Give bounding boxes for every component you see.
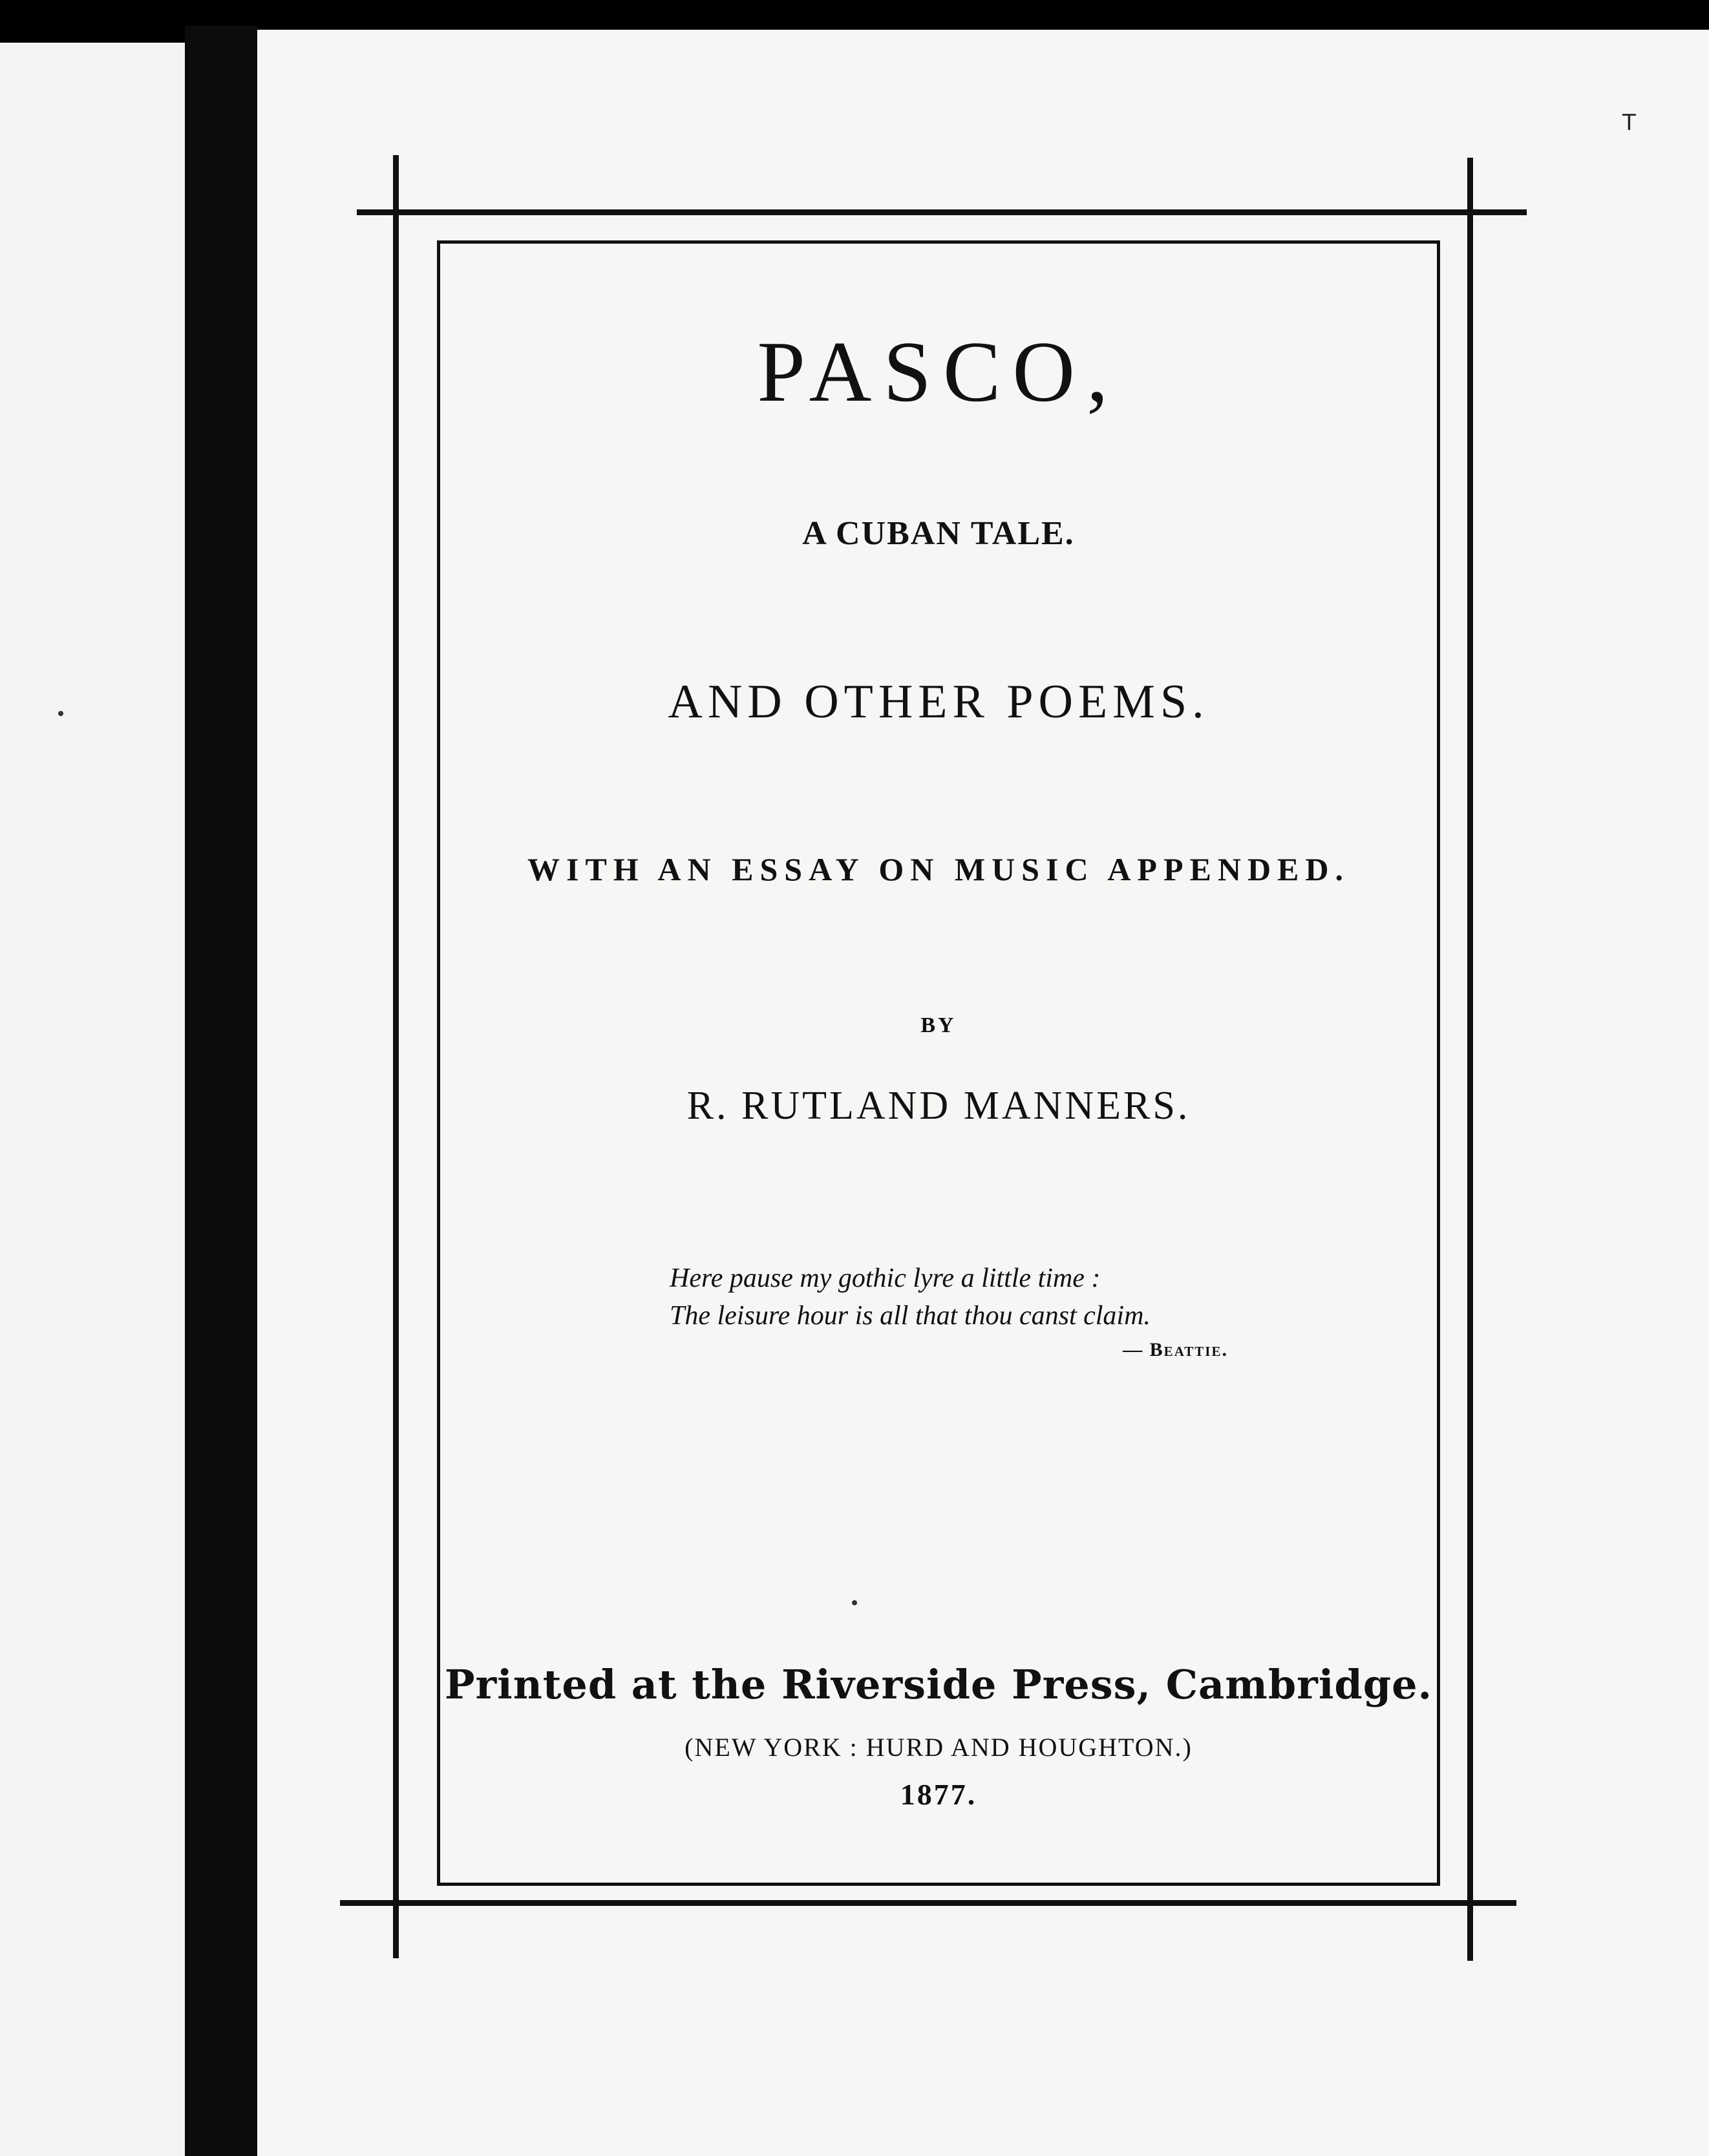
book-subtitle: A CUBAN TALE. bbox=[802, 515, 1075, 552]
epigraph-line-1: Here pause my gothic lyre a little time : bbox=[670, 1263, 1101, 1293]
printer-line: Printed at the Riverside Press, Cambridge. bbox=[444, 1661, 1433, 1708]
by-line: BY bbox=[920, 1013, 957, 1037]
publication-year: 1877. bbox=[900, 1778, 977, 1811]
frame-rule-top bbox=[357, 209, 1527, 215]
publisher-line: (NEW YORK : HURD AND HOUGHTON.) bbox=[685, 1733, 1193, 1762]
other-poems-line: AND OTHER POEMS. bbox=[668, 675, 1209, 728]
frame-rule-bottom bbox=[340, 1900, 1516, 1906]
left-page bbox=[0, 43, 185, 2156]
frame-rule-left bbox=[393, 155, 399, 1958]
frame-rule-right bbox=[1467, 158, 1473, 1961]
epigraph-attribution: — Beattie. bbox=[1123, 1339, 1228, 1360]
inner-frame bbox=[437, 240, 1440, 1886]
speck bbox=[58, 711, 63, 716]
author-name: R. RUTLAND MANNERS. bbox=[686, 1084, 1191, 1128]
book-spine bbox=[185, 26, 257, 2156]
essay-line: WITH AN ESSAY ON MUSIC APPENDED. bbox=[527, 851, 1350, 887]
shelf-mark: T bbox=[1622, 110, 1636, 136]
book-title: PASCO, bbox=[757, 324, 1120, 419]
epigraph-line-2: The leisure hour is all that thou canst claim. bbox=[670, 1301, 1151, 1331]
